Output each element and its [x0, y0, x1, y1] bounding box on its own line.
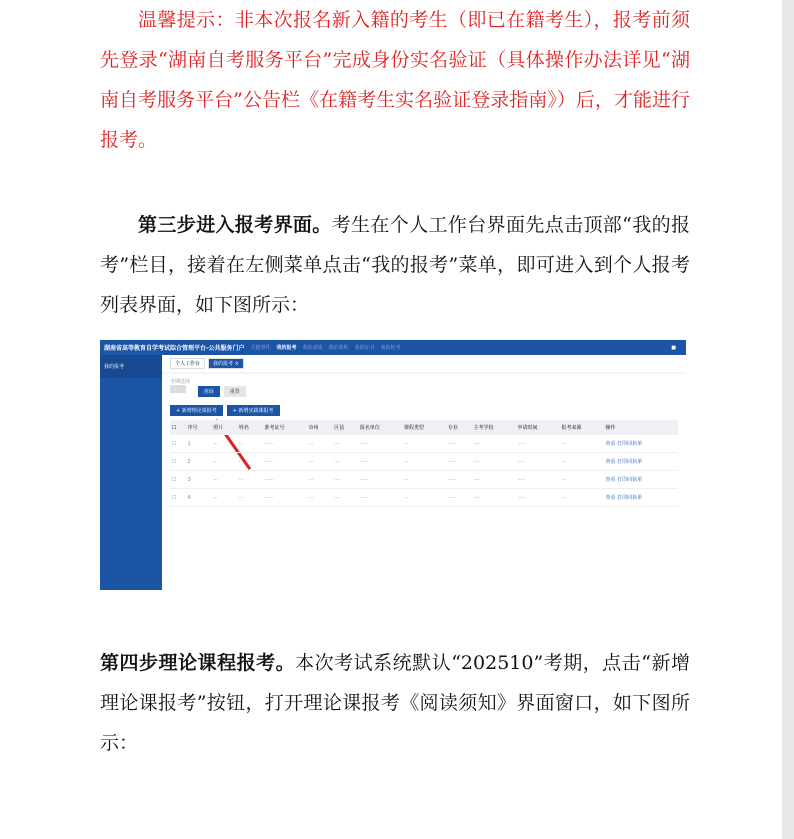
- main-area: [162, 355, 686, 590]
- tab-active: 我的报考 ×: [208, 358, 244, 369]
- tab: 个人工作台: [170, 358, 205, 369]
- table-row: ☐ 4 ··· ··· ······ ··· ···· ····· ··· ····· ···· ····· ··· 查看 打印回执单: [170, 489, 678, 507]
- nav-item-my-exam: 我的报考: [276, 345, 297, 351]
- nav-item: 我的课程: [328, 345, 349, 351]
- add-practice-button: + 新增实践课报考: [227, 405, 280, 416]
- nav-item: 我的成绩: [302, 345, 323, 351]
- nav-item: 我的转考: [380, 345, 401, 351]
- step4-title: 第四步理论课程报考。: [100, 652, 296, 674]
- query-button: 查询: [198, 386, 220, 397]
- sidebar-item: 我的报考: [100, 355, 162, 378]
- filter-label: 考期选择: [170, 379, 191, 385]
- page-edge: [782, 0, 794, 839]
- table-container: [162, 420, 686, 590]
- nav-item: 关键事件: [250, 345, 271, 351]
- app-header: [100, 340, 686, 355]
- sidebar: [100, 355, 162, 590]
- nav-item: 我的证书: [354, 345, 375, 351]
- user-icon: ■: [671, 344, 676, 351]
- filter-select: [170, 385, 186, 393]
- table-row: ☐ 3 ··· ··· ······ ··· ···· ····· ··· ····· ···· ····· ··· 查看 打印回执单: [170, 471, 678, 489]
- step4-paragraph: [100, 643, 690, 763]
- exam-table: ☐ 序号 照片 姓名 准考证号 市州 区县 报名单位 课程类型 专业 主考学校 申请时间 报考来源 操作 ☐ 1 ··· ··· ······ ··· ···· ····· ··· ····· ···· ····· ··· 查看 打印回执单 ☐ 2 ··· ··· ······ ··· ···· ····· ··· ····· ···· ····· ··· 查看 打印回执单 ☐ 3 ··· ··· ······ ··· ···· ····· ··· ····· ···· ····· ··· 查看 打印回执单 ☐ 4 ··· ··· ······ ··· ···· ····· ··· ····· ···· ····· ··· 查看 打印回执单: [170, 420, 678, 507]
- table-row: ☐ 1 ··· ··· ······ ··· ···· ····· ··· ····· ···· ····· ··· 查看 打印回执单: [170, 435, 678, 453]
- step4-body: 本次考试系统默认“202510”考期，点击“新增理论课报考”按钮，打开理论课报考《阅读须知》界面窗口，如下图所示：: [100, 652, 690, 754]
- step3-title: 第三步进入报考界面。: [138, 214, 332, 236]
- step3-paragraph: [100, 205, 690, 325]
- step3-body: 考生在个人工作台界面先点击顶部“我的报考”栏目，接着在左侧菜单点击“我的报考”菜单，即可进入到个人报考列表界面，如下图所示：: [100, 214, 690, 316]
- app-title: 湖南省高等教育自学考试综合管理平台-公共服务门户: [104, 345, 245, 352]
- embedded-screenshot: [100, 340, 686, 590]
- add-theory-button: + 新增理论课报考: [170, 405, 223, 416]
- reset-button: 重置: [224, 386, 246, 397]
- tip-paragraph: 温馨提示：非本次报名新入籍的考生（即已在籍考生），报考前须先登录“湖南自考服务平台”完成身份实名验证（具体操作办法详见“湖南自考服务平台”公告栏《在籍考生实名验证登录指南》）后，才能进行报考。: [100, 9, 690, 151]
- table-row: ☐ 2 ··· ··· ······ ··· ···· ····· ··· ····· ···· ····· ··· 查看 打印回执单: [170, 453, 678, 471]
